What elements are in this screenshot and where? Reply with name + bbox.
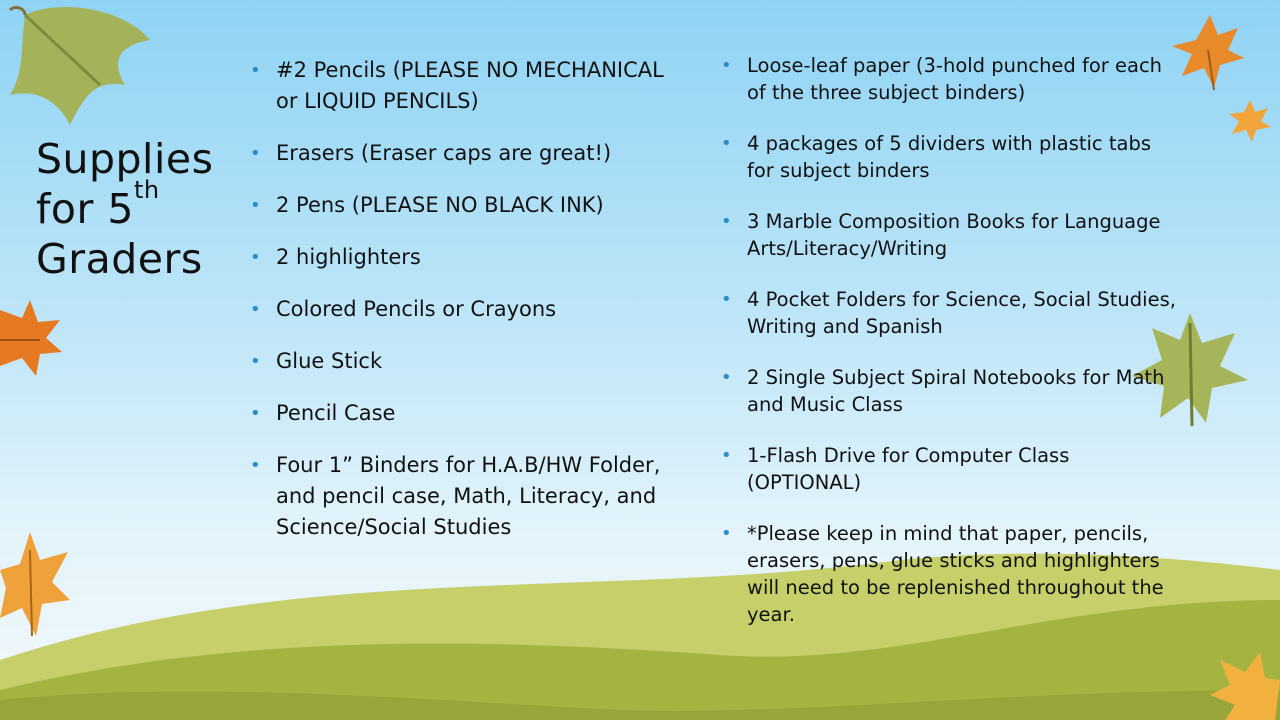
orange-leaf-icon bbox=[1170, 10, 1245, 95]
green-leaf-icon bbox=[0, 0, 160, 130]
list-item: • 4 Pocket Folders for Science, Social Studies, Writing and Spanish bbox=[721, 286, 1176, 340]
list-item: • 1-Flash Drive for Computer Class (OPTIONAL) bbox=[721, 442, 1176, 496]
supply-list-right bbox=[721, 52, 1176, 652]
list-item: • 2 highlighters bbox=[250, 242, 690, 273]
list-item: • 2 Pens (PLEASE NO BLACK INK) bbox=[250, 190, 690, 221]
list-item: • 2 Single Subject Spiral Notebooks for Math and Music Class bbox=[721, 364, 1176, 418]
list-item: • Colored Pencils or Crayons bbox=[250, 294, 690, 325]
bottom-right-leaf-icon bbox=[1205, 650, 1280, 720]
title-main: Supplies for 5 bbox=[36, 135, 214, 233]
list-item: • 3 Marble Composition Books for Language Arts/Literacy/Writing bbox=[721, 208, 1176, 262]
slide-title bbox=[36, 134, 236, 284]
list-item: • Pencil Case bbox=[250, 398, 690, 429]
list-item: • Loose-leaf paper (3-hold punched for each of the three subject binders) bbox=[721, 52, 1176, 106]
list-item: • Erasers (Eraser caps are great!) bbox=[250, 138, 690, 169]
list-item: • Four 1” Binders for H.A.B/HW Folder, and pencil case, Math, Literacy, and Science/Social Studies bbox=[250, 450, 690, 543]
list-item: • 4 packages of 5 dividers with plastic tabs for subject binders bbox=[721, 130, 1176, 184]
bottom-left-leaf-icon bbox=[0, 530, 72, 640]
title-superscript: th bbox=[134, 176, 160, 204]
title-tail: Graders bbox=[36, 235, 203, 283]
list-item: • *Please keep in mind that paper, pencils, erasers, pens, glue sticks and highlighters will need to be replenished throughout the year. bbox=[721, 520, 1176, 628]
left-orange-leaf-icon bbox=[0, 300, 65, 380]
small-orange-leaf-icon bbox=[1228, 98, 1273, 143]
list-item: • Glue Stick bbox=[250, 346, 690, 377]
list-item: • #2 Pencils (PLEASE NO MECHANICAL or LIQUID PENCILS) bbox=[250, 55, 690, 117]
supply-list-left bbox=[250, 55, 690, 564]
